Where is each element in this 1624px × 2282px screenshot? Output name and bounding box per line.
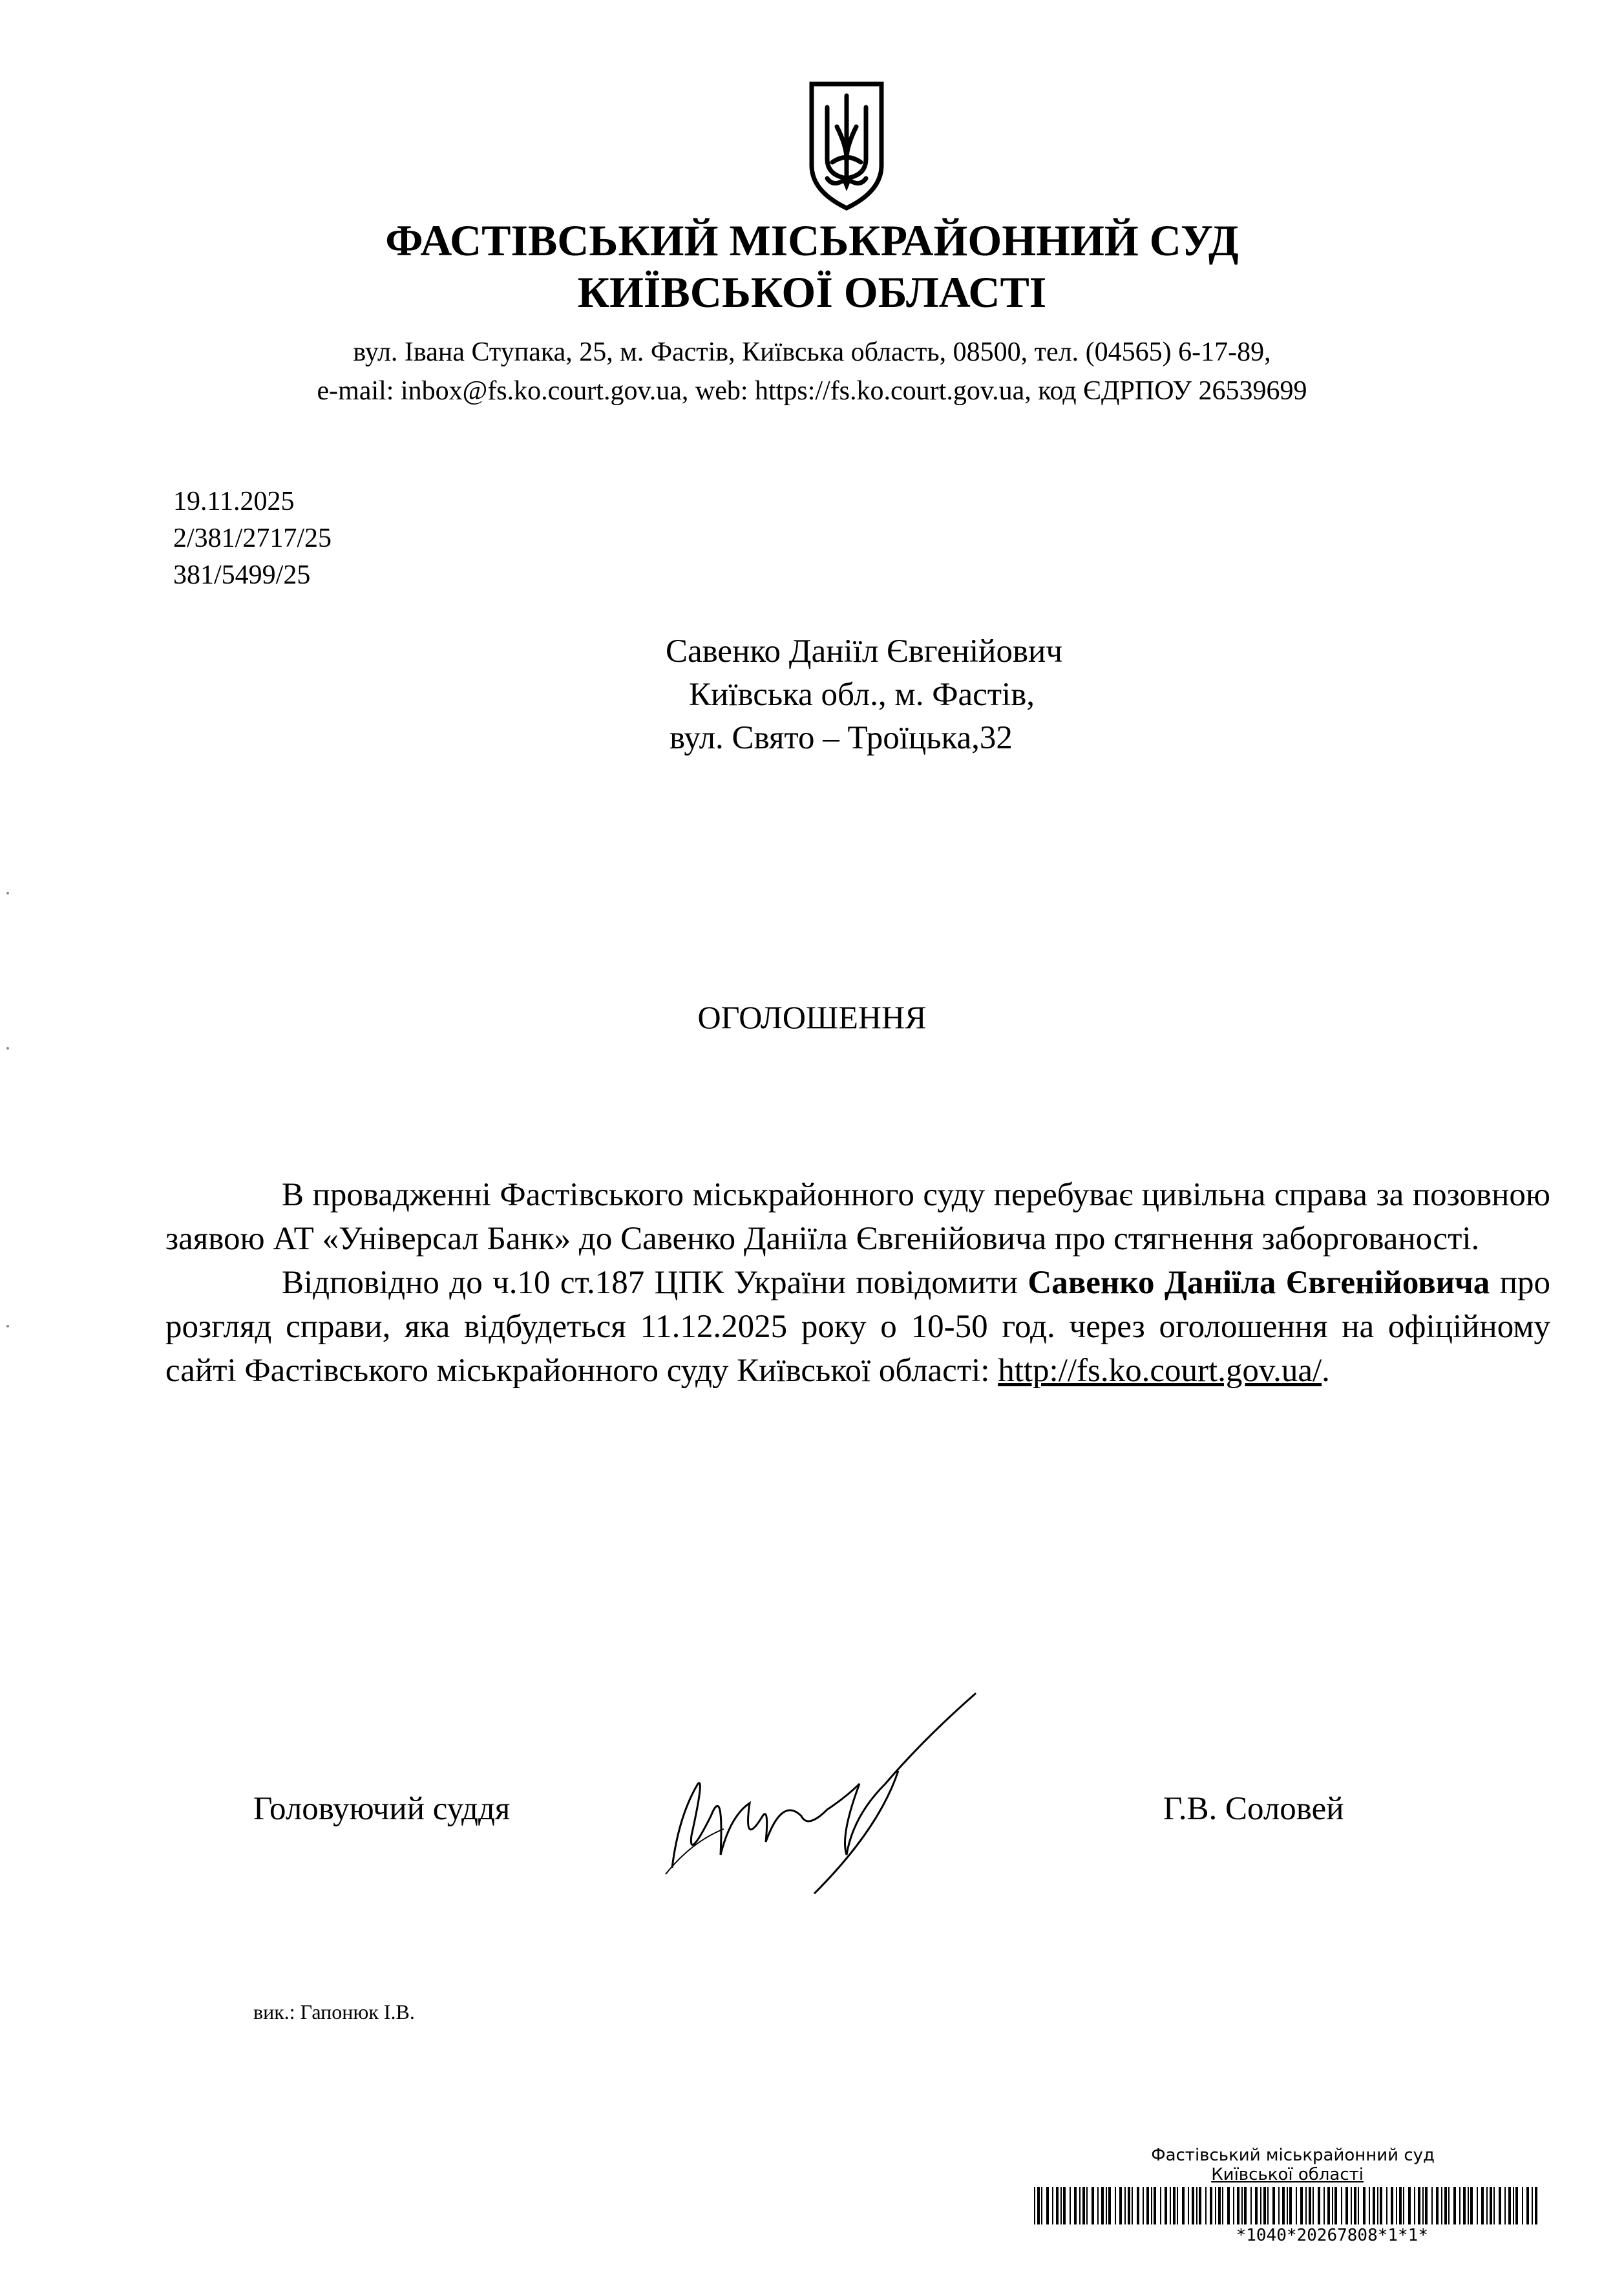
barcode-bar — [1499, 2187, 1501, 2224]
barcode-bar — [1532, 2187, 1533, 2224]
barcode-bar — [1369, 2187, 1370, 2224]
p2-middle: про розгляд справи, яка відбудеться 11.12.2025 року о 10-50 год. через оголошення на офіційному сайті Фастівського міськрайонного суду Київської області: — [165, 1265, 1550, 1389]
coat-of-arms-icon — [808, 81, 885, 211]
barcode-bar — [1363, 2187, 1366, 2224]
barcode-bar — [1097, 2187, 1099, 2224]
barcode-bar — [1380, 2187, 1382, 2224]
barcode-bar — [1091, 2187, 1094, 2224]
barcode-bar — [1481, 2187, 1484, 2224]
barcode-bar — [1160, 2187, 1161, 2224]
court-name-line2: КИЇВСЬКОЇ ОБЛАСТІ — [577, 268, 1047, 317]
barcode-bar — [1227, 2187, 1230, 2224]
barcode-bar — [1278, 2187, 1280, 2224]
barcode-bar — [1154, 2187, 1156, 2224]
barcode-bar — [1151, 2187, 1152, 2224]
barcode-bar — [1486, 2187, 1488, 2224]
signature-title: Головуючий суддя — [253, 1791, 511, 1827]
barcode-bar — [1196, 2187, 1197, 2224]
barcode-bar — [1313, 2187, 1314, 2224]
barcode-bar — [1425, 2187, 1428, 2224]
barcode-bar — [1318, 2187, 1320, 2224]
barcode-bar — [1205, 2187, 1207, 2224]
barcode-bar — [1173, 2187, 1176, 2224]
document-meta — [173, 483, 332, 594]
barcode-bar — [1399, 2187, 1402, 2224]
barcode-bar — [1463, 2187, 1466, 2224]
barcode-bar — [1535, 2187, 1537, 2224]
barcode-bar — [1199, 2187, 1201, 2224]
address-line2: e-mail: inbox@fs.ko.court.gov.ua, web: https://fs.ko.court.gov.ua, код ЄДРПОУ 26539699 — [317, 376, 1307, 406]
barcode-bar — [1296, 2187, 1297, 2224]
barcode-bar — [1034, 2187, 1035, 2224]
stamp-region: Київської області — [1211, 2165, 1364, 2184]
barcode-bar — [1165, 2187, 1167, 2224]
barcode-bar — [1422, 2187, 1424, 2224]
barcode-bar — [1373, 2187, 1375, 2224]
barcode-bar — [1052, 2187, 1053, 2224]
recipient-address-line2: вул. Свято – Троїцька,32 — [670, 720, 1013, 756]
judge-name: Г.В. Соловей — [1163, 1791, 1344, 1827]
executor: вик.: Гапонюк І.В. — [253, 2000, 415, 2023]
barcode-bar — [1345, 2187, 1348, 2224]
barcode-bar — [1177, 2187, 1178, 2224]
barcode-bar — [1079, 2187, 1081, 2224]
barcode-bar — [1493, 2187, 1495, 2224]
barcode-bar — [1508, 2187, 1511, 2224]
p2-start: Відповідно до ч.10 ст.187 ЦПК України повідомити — [282, 1265, 1028, 1301]
court-name — [0, 215, 1624, 318]
barcode-bar — [1332, 2187, 1333, 2224]
barcode-bar — [1358, 2187, 1359, 2224]
barcode-bar — [1046, 2187, 1049, 2224]
barcode-bar — [1341, 2187, 1342, 2224]
barcode-bar — [1305, 2187, 1307, 2224]
barcode-bar — [1453, 2187, 1456, 2224]
barcode-bar — [1218, 2187, 1221, 2224]
barcode-bar — [1037, 2187, 1040, 2224]
barcode-bar — [1444, 2187, 1447, 2224]
barcode-bar — [1354, 2187, 1356, 2224]
barcode-bar — [1250, 2187, 1252, 2224]
barcode-bar — [1396, 2187, 1397, 2224]
barcode-bar — [1300, 2187, 1303, 2224]
barcode-bar — [1289, 2187, 1292, 2224]
defendant-name: Савенко Даніїла Євгенійовича — [1028, 1265, 1490, 1301]
barcode-bar — [1108, 2187, 1111, 2224]
barcode-bar — [1143, 2187, 1144, 2224]
barcode-bar — [1267, 2187, 1269, 2224]
barcode-bar — [1237, 2187, 1239, 2224]
barcode-bar — [1192, 2187, 1194, 2224]
document-body — [165, 1173, 1550, 1393]
barcode-bar — [1137, 2187, 1139, 2224]
barcode-bar — [1351, 2187, 1352, 2224]
barcode-bar — [1119, 2187, 1122, 2224]
handwritten-signature-icon — [653, 1687, 995, 1900]
barcode-bar — [1377, 2187, 1378, 2224]
barcode-bar — [1063, 2187, 1066, 2224]
barcode-bar — [1060, 2187, 1062, 2224]
outgoing-number: 2/381/2717/25 — [173, 523, 332, 553]
barcode-bar — [1215, 2187, 1216, 2224]
barcode-bar — [1408, 2187, 1411, 2224]
barcode-bar — [1074, 2187, 1077, 2224]
barcode-bar — [1086, 2187, 1088, 2224]
body-paragraph-2 — [165, 1261, 1550, 1393]
barcode-bar — [1106, 2187, 1107, 2224]
barcode-bar — [1128, 2187, 1130, 2224]
barcode-bar — [1188, 2187, 1189, 2224]
scan-mark — [6, 892, 9, 894]
barcode-bar — [1210, 2187, 1212, 2224]
barcode-bar — [1386, 2187, 1387, 2224]
recipient-address-line1: Київська обл., м. Фастів, — [689, 677, 1035, 713]
barcode-bar — [1241, 2187, 1243, 2224]
address-line1: вул. Івана Ступака, 25, м. Фастів, Київська область, 08500, тел. (04565) 6-17-89, — [353, 337, 1271, 367]
barcode-bar — [1504, 2187, 1506, 2224]
barcode-bar — [1323, 2187, 1325, 2224]
case-number: 381/5499/25 — [173, 560, 311, 590]
barcode-text: *1040*20267808*1*1* — [1236, 2226, 1428, 2245]
barcode-bar — [1255, 2187, 1258, 2224]
barcode-bar — [1490, 2187, 1492, 2224]
barcode-bar — [1222, 2187, 1223, 2224]
barcode-bar — [1431, 2187, 1433, 2224]
barcode-bar — [1115, 2187, 1116, 2224]
barcode-bar — [1470, 2187, 1473, 2224]
barcode-icon — [1028, 2187, 1545, 2224]
barcode-bar — [1522, 2187, 1523, 2224]
barcode-bar — [1101, 2187, 1104, 2224]
barcode-bar — [1260, 2187, 1261, 2224]
barcode-bar — [1468, 2187, 1469, 2224]
recipient — [666, 630, 1062, 760]
document-title: ОГОЛОШЕННЯ — [697, 999, 927, 1035]
barcode-bar — [1448, 2187, 1450, 2224]
barcode-bar — [1327, 2187, 1330, 2224]
barcode-bar — [1263, 2187, 1266, 2224]
barcode-bar — [1513, 2187, 1514, 2224]
barcode-bar — [1477, 2187, 1478, 2224]
court-address — [0, 333, 1624, 410]
scan-mark — [6, 1047, 9, 1050]
registration-stamp — [1028, 2146, 1545, 2245]
body-paragraph-1: В провадженні Фастівського міськрайонного суду перебуває цивільна справа за позовною заявою АТ «Універсал Банк» до Савенко Даніїла Євгенійовича про стягнення заборгованості. — [165, 1177, 1550, 1257]
barcode-bar — [1124, 2187, 1126, 2224]
barcode-bar — [1146, 2187, 1149, 2224]
document-date: 19.11.2025 — [173, 487, 295, 516]
barcode-bar — [1515, 2187, 1518, 2224]
p2-end: . — [1322, 1353, 1330, 1389]
barcode-bar — [1233, 2187, 1234, 2224]
stamp-court: Фастівський міськрайонний суд — [1151, 2146, 1435, 2165]
court-name-line1: ФАСТІВСЬКИЙ МІСЬКРАЙОННИЙ СУД — [385, 216, 1239, 265]
barcode-bar — [1041, 2187, 1042, 2224]
barcode-bar — [1526, 2187, 1529, 2224]
barcode-bar — [1244, 2187, 1247, 2224]
recipient-name: Савенко Даніїл Євгенійович — [666, 633, 1062, 670]
barcode-bar — [1170, 2187, 1171, 2224]
barcode-bar — [1309, 2187, 1311, 2224]
barcode-bar — [1403, 2187, 1404, 2224]
barcode-bar — [1287, 2187, 1288, 2224]
barcode-bar — [1272, 2187, 1275, 2224]
court-website-link[interactable]: http://fs.ko.court.gov.ua/ — [998, 1353, 1322, 1389]
barcode-bar — [1082, 2187, 1085, 2224]
barcode-bar — [1070, 2187, 1071, 2224]
barcode-bar — [1441, 2187, 1442, 2224]
barcode-bar — [1391, 2187, 1393, 2224]
scan-mark — [6, 1325, 9, 1327]
barcode-bar — [1282, 2187, 1285, 2224]
barcode-bar — [1436, 2187, 1439, 2224]
barcode-bar — [1334, 2187, 1337, 2224]
barcode-bar — [1414, 2187, 1415, 2224]
barcode-bar — [1132, 2187, 1133, 2224]
barcode-bar — [1418, 2187, 1420, 2224]
barcode-bar — [1459, 2187, 1461, 2224]
barcode-bar — [1182, 2187, 1185, 2224]
barcode-bar — [1056, 2187, 1059, 2224]
